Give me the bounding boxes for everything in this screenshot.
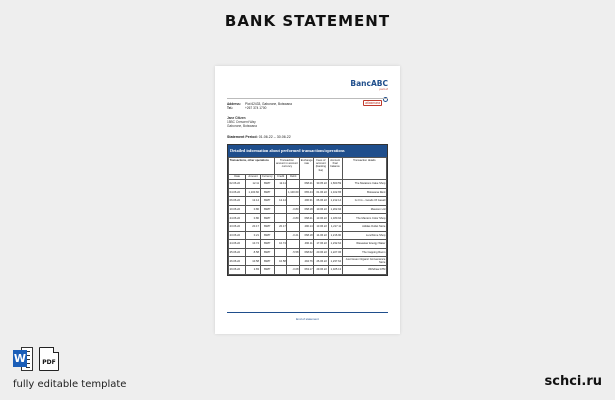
cell-credit: 10.58: [274, 257, 287, 266]
cell-date: 23.06.22: [229, 231, 246, 240]
cell-debit: [287, 222, 300, 231]
page-fold-icon: [53, 347, 59, 353]
cell-fee: 17.06.22: [314, 240, 328, 249]
cell-currency: BWP: [260, 188, 274, 197]
period-value: 01.06.22 – 30.06.22: [258, 135, 291, 139]
cell-credit: [274, 231, 287, 240]
cell-date: 29.06.22: [229, 265, 246, 274]
cell-fee: 10.06.22: [314, 205, 328, 214]
cell-date: 04.06.22: [229, 188, 246, 197]
cell-currency: BWP: [260, 214, 274, 223]
logo-name: BancABC: [350, 79, 388, 88]
pdf-file-icon: [39, 347, 59, 371]
cell-fee: 01.06.22: [314, 188, 328, 197]
statement-period: [227, 135, 291, 139]
cell-amount: 12.11: [246, 180, 260, 189]
cell-fee: 06.06.22: [314, 197, 328, 206]
cell-amount: 20.17: [246, 222, 260, 231]
cell-debit: -0.21: [287, 231, 300, 240]
info-key: Address:: [227, 102, 241, 106]
header-balance: Account final balance: [328, 158, 342, 180]
info-value: Plot 62433, Gaborone, Botswana: [245, 102, 292, 106]
cell-amount: 10.74: [246, 240, 260, 249]
cell-balance: 1,216.90: [328, 231, 342, 240]
cell-balance: 1,660.59: [328, 180, 342, 189]
cell-fee: 26.06.22: [314, 257, 328, 266]
cell-credit: [274, 188, 287, 197]
client-line2: Gaborone, Botswana: [227, 124, 257, 128]
table-row: [229, 188, 387, 197]
table-row: [229, 197, 387, 206]
header-divider: [227, 98, 388, 99]
header-amount: Transaction amount in account currency: [274, 158, 299, 175]
cell-credit: [274, 205, 287, 214]
cell-date: 25.06.22: [229, 248, 246, 257]
header-details: Transaction details: [342, 158, 386, 180]
cell-balance: 1,180.94: [328, 214, 342, 223]
cell-balance: 1,212.14: [328, 197, 342, 206]
cell-amount: 1,100.60: [246, 188, 260, 197]
cell-currency: BWP: [260, 240, 274, 249]
tagline: fully editable template: [13, 379, 127, 390]
logo-sub: part of: [379, 87, 388, 91]
cell-amount: 0.80: [246, 205, 260, 214]
table-row: [229, 214, 387, 223]
cell-amount: 10.58: [246, 257, 260, 266]
cell-currency: BWP: [260, 231, 274, 240]
table-body: [229, 180, 387, 275]
subheader-credit: Credit: [274, 175, 287, 180]
table-row: [229, 265, 387, 274]
format-icons: [13, 347, 59, 371]
page-title: BANK STATEMENT: [224, 12, 391, 30]
cell-rate: 668.18: [300, 231, 314, 240]
cell-credit: 12.14: [274, 197, 287, 206]
cell-credit: [274, 248, 287, 257]
cell-debit: [287, 180, 300, 189]
info-value: +267 374 1700: [245, 106, 267, 110]
cell-rate: 668.18: [300, 205, 314, 214]
cell-details: Weseeker Energy Water: [342, 240, 386, 249]
cell-date: 06.06.22: [229, 197, 246, 206]
cell-details: Lunchtime Shop: [342, 231, 386, 240]
cell-debit: -5.58: [287, 248, 300, 257]
cell-details: Just Green Organic Convenience Store: [342, 257, 386, 266]
client-address: [227, 116, 257, 128]
word-letter: W: [13, 352, 27, 365]
table-row: [229, 222, 387, 231]
subheader-amount: Amount: [246, 175, 260, 180]
table-row: [229, 257, 387, 266]
cell-credit: 10.74: [274, 240, 287, 249]
cell-amount: 12.14: [246, 197, 260, 206]
cell-balance: 1,102.65: [328, 188, 342, 197]
table-row: [229, 231, 387, 240]
cell-balance: 1,202.94: [328, 205, 342, 214]
cell-credit: 20.17: [274, 222, 287, 231]
info-row: [227, 106, 292, 110]
cell-currency: BWP: [260, 197, 274, 206]
cell-credit: [274, 265, 287, 274]
cell-debit: [287, 197, 300, 206]
cell-debit: -0.08: [287, 265, 300, 274]
cell-rate: 490.11: [300, 240, 314, 249]
cell-rate: 668.21: [300, 180, 314, 189]
cell-details: Withdraw ATM: [342, 265, 386, 274]
cell-rate: 668.21: [300, 214, 314, 223]
statement-document: [215, 66, 400, 334]
cell-balance: 1,232.64: [328, 240, 342, 249]
cell-rate: 665.44: [300, 188, 314, 197]
table-row: [229, 180, 387, 189]
cell-date: 24.06.22: [229, 214, 246, 223]
cell-amount: 0.80: [246, 214, 260, 223]
cell-debit: [287, 240, 300, 249]
table-header-row: [229, 158, 387, 175]
cell-amount: 0.21: [246, 231, 260, 240]
client-name: Jane Citizen: [227, 116, 246, 120]
cell-debit: [287, 257, 300, 266]
cell-debit: -0.80: [287, 205, 300, 214]
header-group: Transactions, other operations: [229, 158, 275, 175]
cell-balance: 1,325.13: [328, 265, 342, 274]
cell-fee: 14.06.22: [314, 231, 328, 240]
subheader-currency: Currency: [261, 175, 273, 179]
bank-info: [227, 102, 292, 110]
cell-date: 02.06.22: [229, 180, 246, 189]
period-label: Statement Period:: [227, 135, 258, 139]
header-fees: Fees of account (banking fee): [314, 158, 328, 180]
cell-details: Botswana Rent: [342, 188, 386, 197]
subheader-date: Date: [229, 175, 246, 180]
cell-currency: BWP: [260, 248, 274, 257]
subheader-debit: Debit: [287, 175, 300, 180]
cell-details: The Capping Room: [342, 248, 386, 257]
header-exchange: Exchange rate: [300, 158, 314, 180]
cell-currency: BWP: [260, 205, 274, 214]
footer-divider: [227, 312, 388, 313]
cell-rate: 663.17: [300, 265, 314, 274]
cell-currency: BWP: [260, 257, 274, 266]
client-line1: 15BC Crescent Way: [227, 120, 256, 124]
cell-details: The Maratons Cake Shop: [342, 180, 386, 189]
table-row: [229, 240, 387, 249]
cell-rate: 494.76: [300, 257, 314, 266]
cell-balance: 1,237.64: [328, 257, 342, 266]
cell-currency: BWP: [260, 180, 274, 189]
cell-credit: [274, 214, 287, 223]
cell-details: G.O.G – Goods Of Gesell: [342, 197, 386, 206]
cell-rate: 496.31: [300, 197, 314, 206]
table-row: [229, 248, 387, 257]
cell-balance: 1,227.06: [328, 248, 342, 257]
table-row: [229, 205, 387, 214]
cell-currency: BWP: [260, 222, 274, 231]
pdf-label: PDF: [42, 359, 56, 366]
transactions-table: [227, 144, 388, 276]
cell-details: Adidas Outlet Store: [342, 222, 386, 231]
cell-rate: 668.62: [300, 248, 314, 257]
bank-logo: [350, 80, 388, 109]
cell-rate: 490.14: [300, 222, 314, 231]
cell-fee: 20.06.22: [314, 248, 328, 257]
cell-fee: 13.06.22: [314, 214, 328, 223]
cell-amount: 2.83: [246, 265, 260, 274]
logo-badge: atlasmara: [365, 101, 380, 105]
cell-credit: 12.11: [274, 180, 287, 189]
word-file-icon: [13, 347, 33, 371]
cell-fee: 30.05.22: [314, 180, 328, 189]
cell-details: Mascom Ltd: [342, 205, 386, 214]
cell-date: 24.06.22: [229, 240, 246, 249]
cell-date: 23.06.22: [229, 222, 246, 231]
info-key: Tel.:: [227, 106, 234, 110]
cell-debit: -0.80: [287, 214, 300, 223]
cell-debit: 1,100.60: [287, 188, 300, 197]
cell-date: 26.06.22: [229, 257, 246, 266]
table-title: Detailed information about performed transactions/operations: [228, 145, 387, 157]
cell-date: 10.06.22: [229, 205, 246, 214]
site-name: schci.ru: [544, 374, 602, 389]
cell-details: The Mantom Color Shop: [342, 214, 386, 223]
cell-fee: 29.06.22: [314, 265, 328, 274]
cell-currency: BWP: [260, 265, 274, 274]
cell-balance: 1,217.11: [328, 222, 342, 231]
cell-amount: -5.58: [246, 248, 260, 257]
cell-fee: 13.06.22: [314, 222, 328, 231]
end-of-statement: End of statement: [296, 317, 319, 321]
